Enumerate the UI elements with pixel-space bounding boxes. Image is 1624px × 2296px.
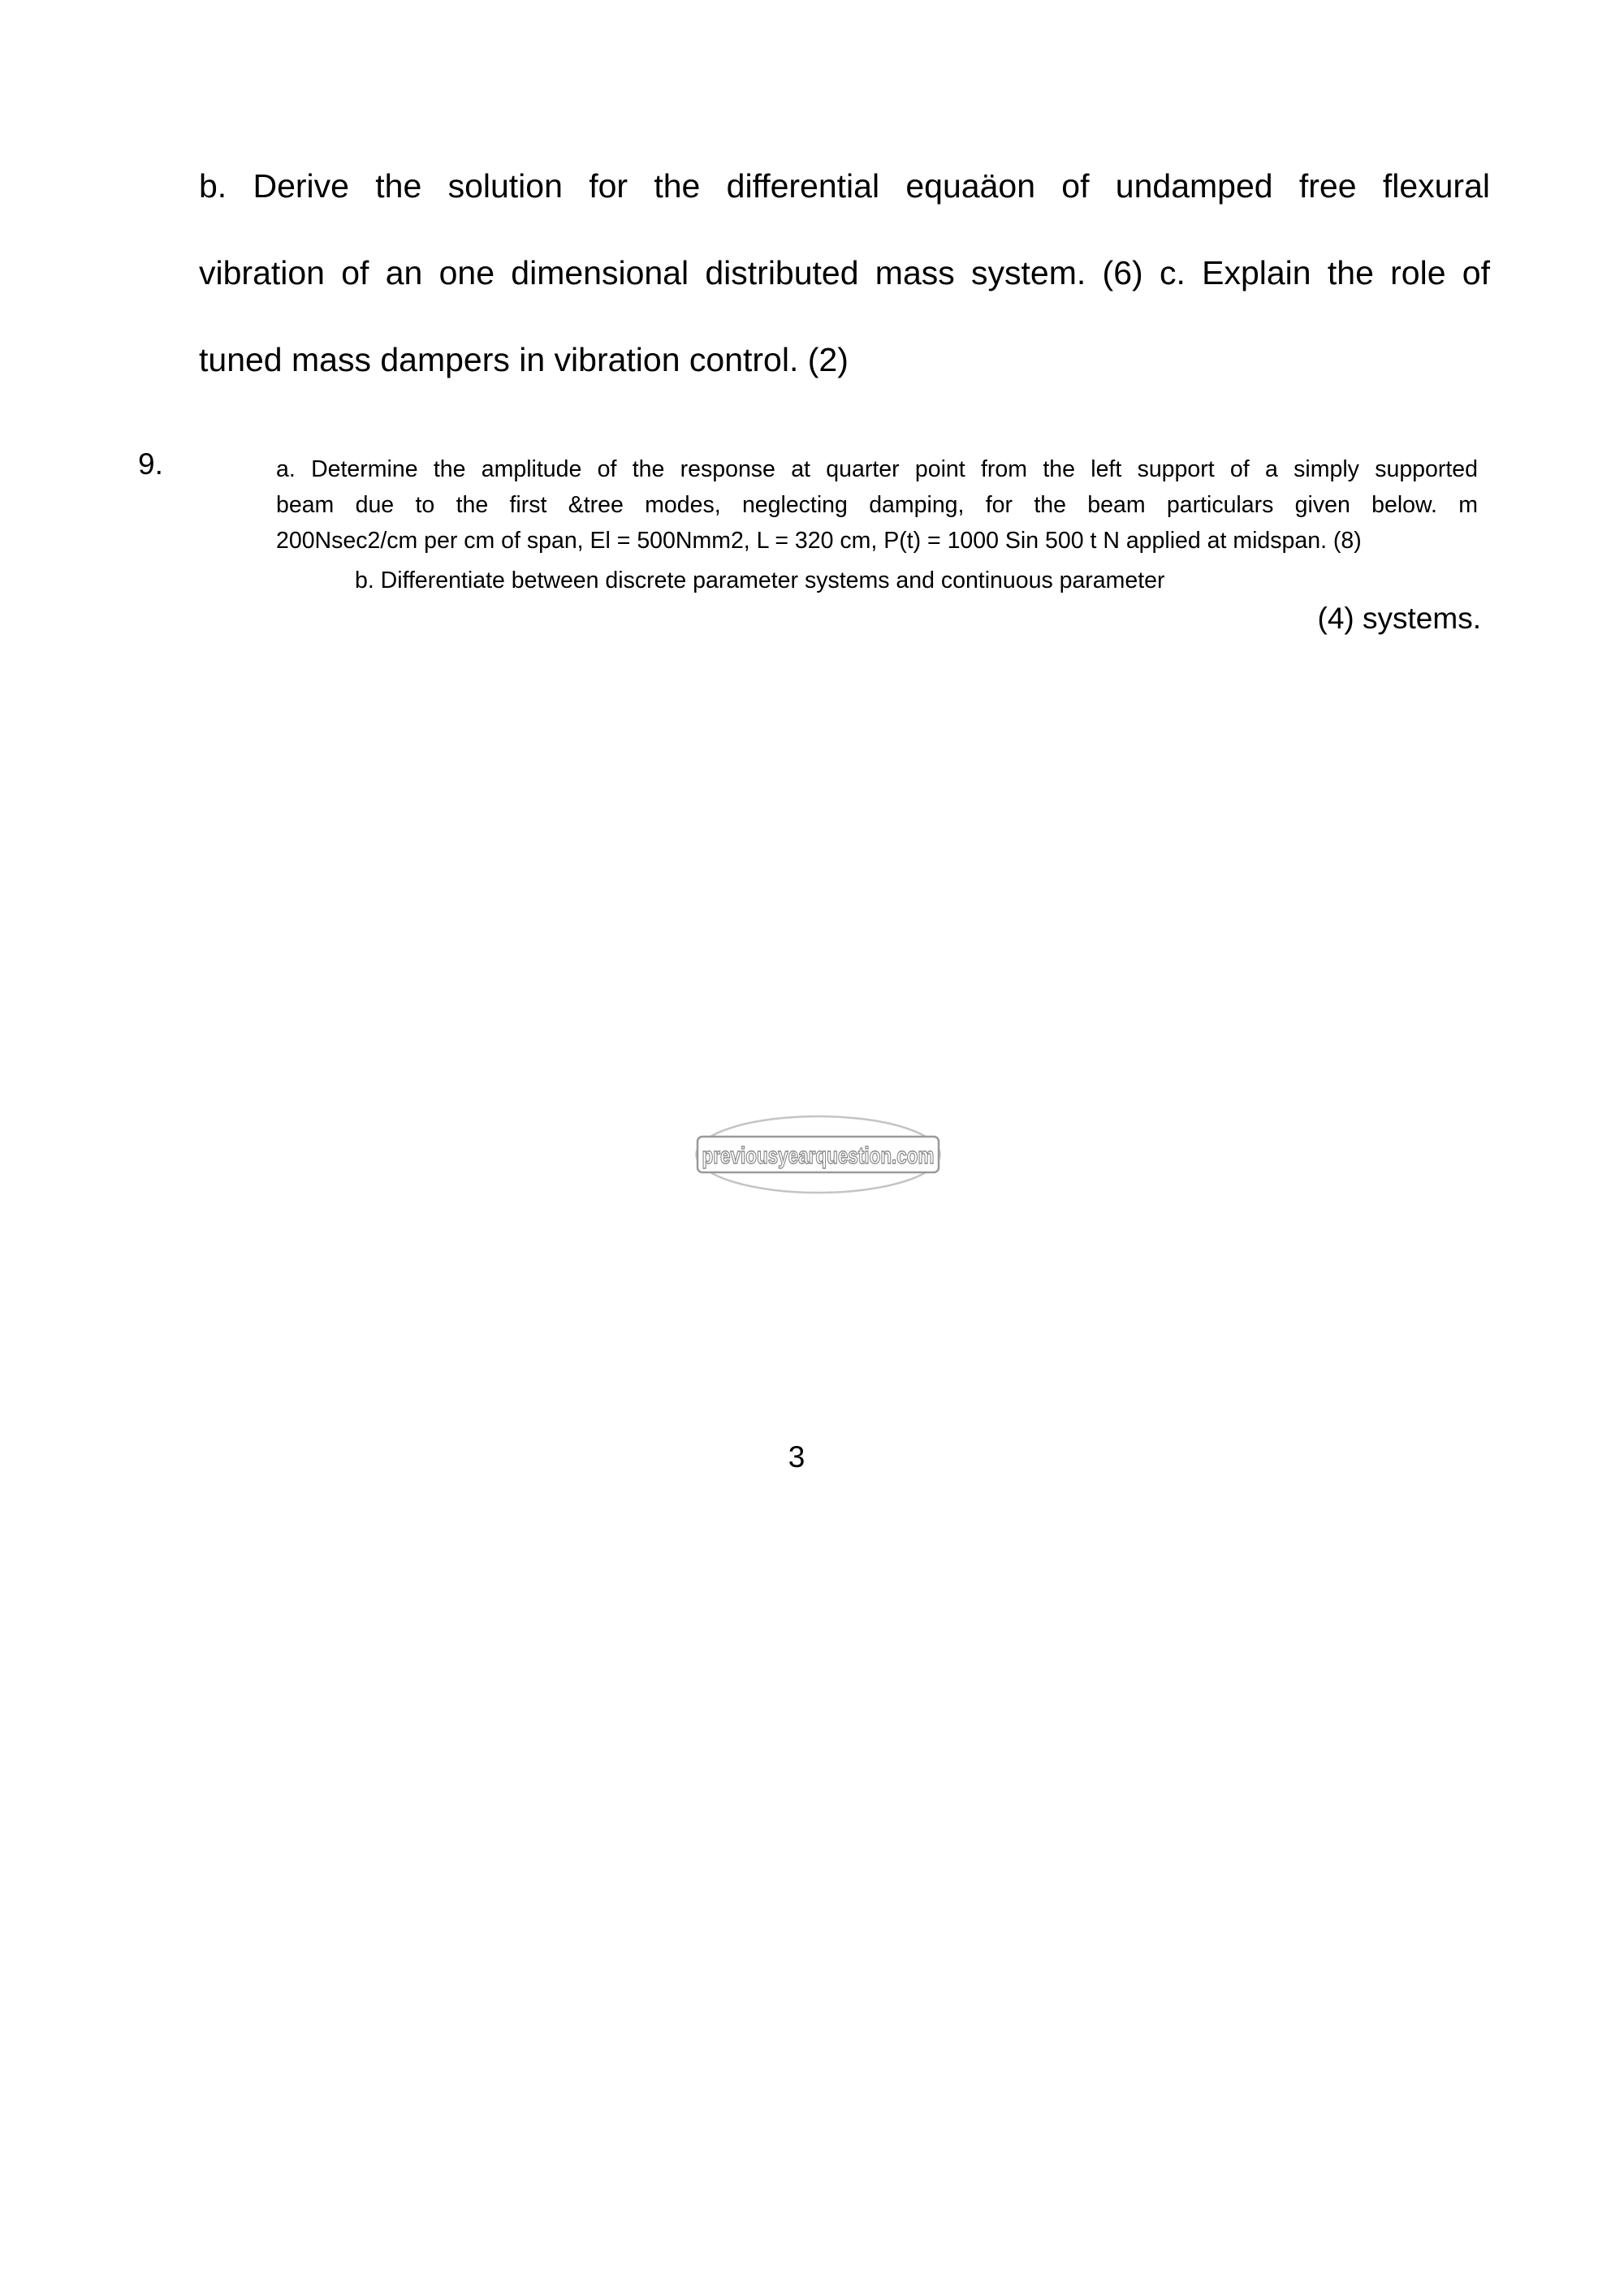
question-9a-line-2: beam due to the first &tree modes, neglecting damping, for the beam particulars given below. m xyxy=(276,492,1478,518)
question-8c-line-3: tuned mass dampers in vibration control. (2) xyxy=(199,341,849,378)
question-8b-line-2: vibration of an one dimensional distributed mass system. (6) c. Explain the role of xyxy=(199,254,1490,291)
question-9b-text: b. Differentiate between discrete parameter systems and continuous parameter xyxy=(355,568,1165,593)
question-9-number: 9. xyxy=(138,447,163,481)
question-9a-text xyxy=(276,451,1478,559)
watermark-logo xyxy=(694,1114,942,1195)
question-9b-marks: (4) systems. xyxy=(1317,602,1481,635)
watermark-text: previousyearquestion.com xyxy=(702,1143,935,1169)
question-9a-line-3: 200Nsec2/cm per cm of span, El = 500Nmm2, L = 320 cm, P(t) = 1000 Sin 500 t N applied at midspan. (8) xyxy=(276,528,1362,554)
page-number: 3 xyxy=(788,1440,806,1474)
question-9a-line-1: a. Determine the amplitude of the response at quarter point from the left support of a simply supported xyxy=(276,456,1478,482)
question-8b-line-1: b. Derive the solution for the differential equaäon of undamped free flexural xyxy=(199,167,1490,205)
